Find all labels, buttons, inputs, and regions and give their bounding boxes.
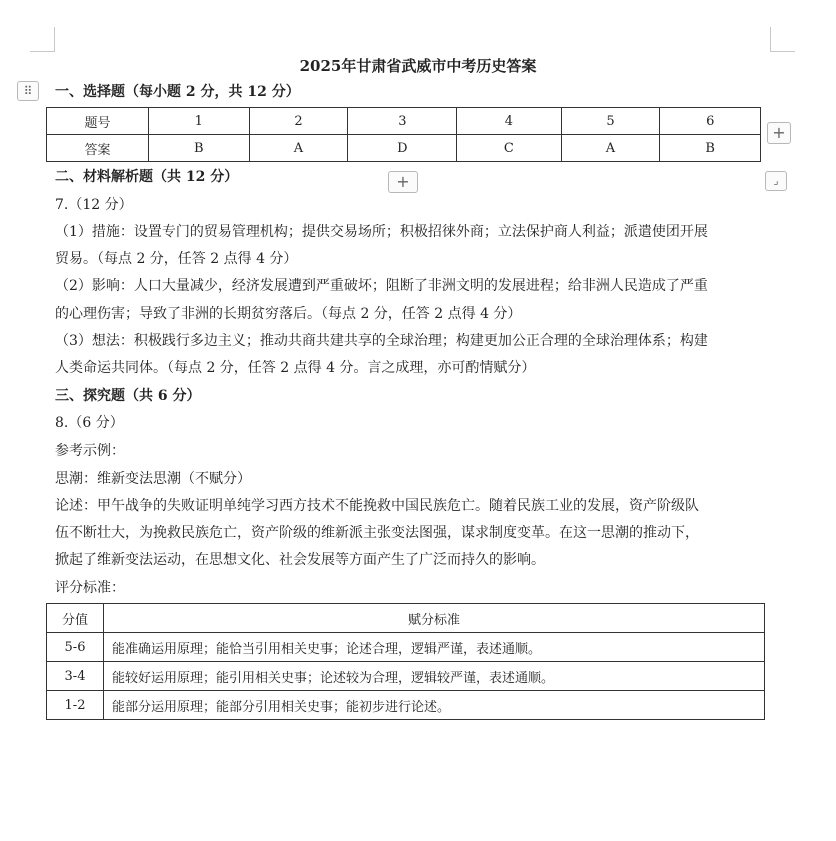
answer-table [46, 107, 761, 162]
answer-line: 的心理伤害；导致了非洲的长期贫穷落后。（每点 2 分，任答 2 点得 4 分） [55, 306, 522, 322]
table-cell: B [149, 135, 250, 162]
table-cell: 5-6 [47, 633, 104, 662]
table-row [47, 662, 765, 691]
answer-line: （2）影响：人口大量减少，经济发展遭到严重破坏；阻断了非洲文明的发展进程；给非洲人民造成了严重 [55, 278, 708, 294]
table-cell: 3 [348, 108, 457, 135]
answer-line: 人类命运共同体。（每点 2 分，任答 2 点得 4 分。言之成理，亦可酌情赋分） [55, 360, 536, 376]
question-7-label: 7.（12 分） [55, 197, 133, 213]
section3-heading: 三、探究题（共 6 分） [55, 388, 201, 404]
answer-line: 论述：甲午战争的失败证明单纯学习西方技术不能挽救中国民族危亡。随着民族工业的发展，资产阶级队 [55, 498, 699, 514]
table-row [47, 633, 765, 662]
plus-icon: + [396, 172, 410, 191]
table-cell: A [249, 135, 348, 162]
table-row [47, 691, 765, 720]
document-title: 2025年甘肃省武威市中考历史答案 [299, 57, 537, 75]
answer-line: 参考示例： [55, 443, 125, 459]
table-header: 分值 [47, 604, 104, 633]
add-column-button[interactable] [767, 122, 791, 144]
table-cell: 题号 [47, 108, 149, 135]
table-resize-icon[interactable]: ⌟ [765, 171, 787, 191]
table-cell: 能准确运用原理；能恰当引用相关史事；论述合理，逻辑严谨，表述通顺。 [104, 633, 765, 662]
table-cell: A [561, 135, 660, 162]
section1-heading: 一、选择题（每小题 2 分，共 12 分） [55, 84, 300, 100]
table-cell: C [457, 135, 561, 162]
table-cell: 6 [660, 108, 761, 135]
table-cell: 答案 [47, 135, 149, 162]
table-header: 赋分标准 [104, 604, 765, 633]
answer-line: 伍不断壮大，为挽救民族危亡，资产阶级的维新派主张变法图强，谋求制度变革。在这一思潮的推动下， [55, 525, 699, 541]
page-corner-mark-top-right [770, 27, 795, 52]
answer-line: 思潮：维新变法思潮（不赋分） [55, 471, 251, 487]
table-row [47, 108, 761, 135]
answer-line: （1）措施：设置专门的贸易管理机构；提供交易场所；积极招徕外商；立法保护商人利益；派遣使团开展 [55, 224, 708, 240]
table-row [47, 604, 765, 633]
table-cell: 2 [249, 108, 348, 135]
page-corner-mark-top-left [30, 27, 55, 52]
table-row [47, 135, 761, 162]
table-cell: 1-2 [47, 691, 104, 720]
answer-line: （3）想法：积极践行多边主义；推动共商共建共享的全球治理；构建更加公正合理的全球治理体系；构建 [55, 333, 708, 349]
answer-line: 贸易。（每点 2 分，任答 2 点得 4 分） [55, 251, 298, 267]
answer-line: 掀起了维新变法运动，在思想文化、社会发展等方面产生了广泛而持久的影响。 [55, 552, 545, 568]
table-cell: 能部分运用原理；能部分引用相关史事；能初步进行论述。 [104, 691, 765, 720]
plus-icon: + [772, 123, 786, 142]
table-cell: B [660, 135, 761, 162]
table-cell: 5 [561, 108, 660, 135]
table-cell: D [348, 135, 457, 162]
table-drag-handle-icon[interactable]: ⠿ [17, 81, 39, 101]
table-cell: 能较好运用原理；能引用相关史事；论述较为合理，逻辑较严谨，表述通顺。 [104, 662, 765, 691]
question-8-label: 8.（6 分） [55, 415, 124, 431]
scoring-table [46, 603, 765, 720]
add-row-button[interactable] [388, 171, 418, 193]
table-cell: 1 [149, 108, 250, 135]
section2-heading: 二、材料解析题（共 12 分） [55, 169, 239, 185]
table-cell: 4 [457, 108, 561, 135]
scoring-label: 评分标准： [55, 580, 125, 596]
table-cell: 3-4 [47, 662, 104, 691]
